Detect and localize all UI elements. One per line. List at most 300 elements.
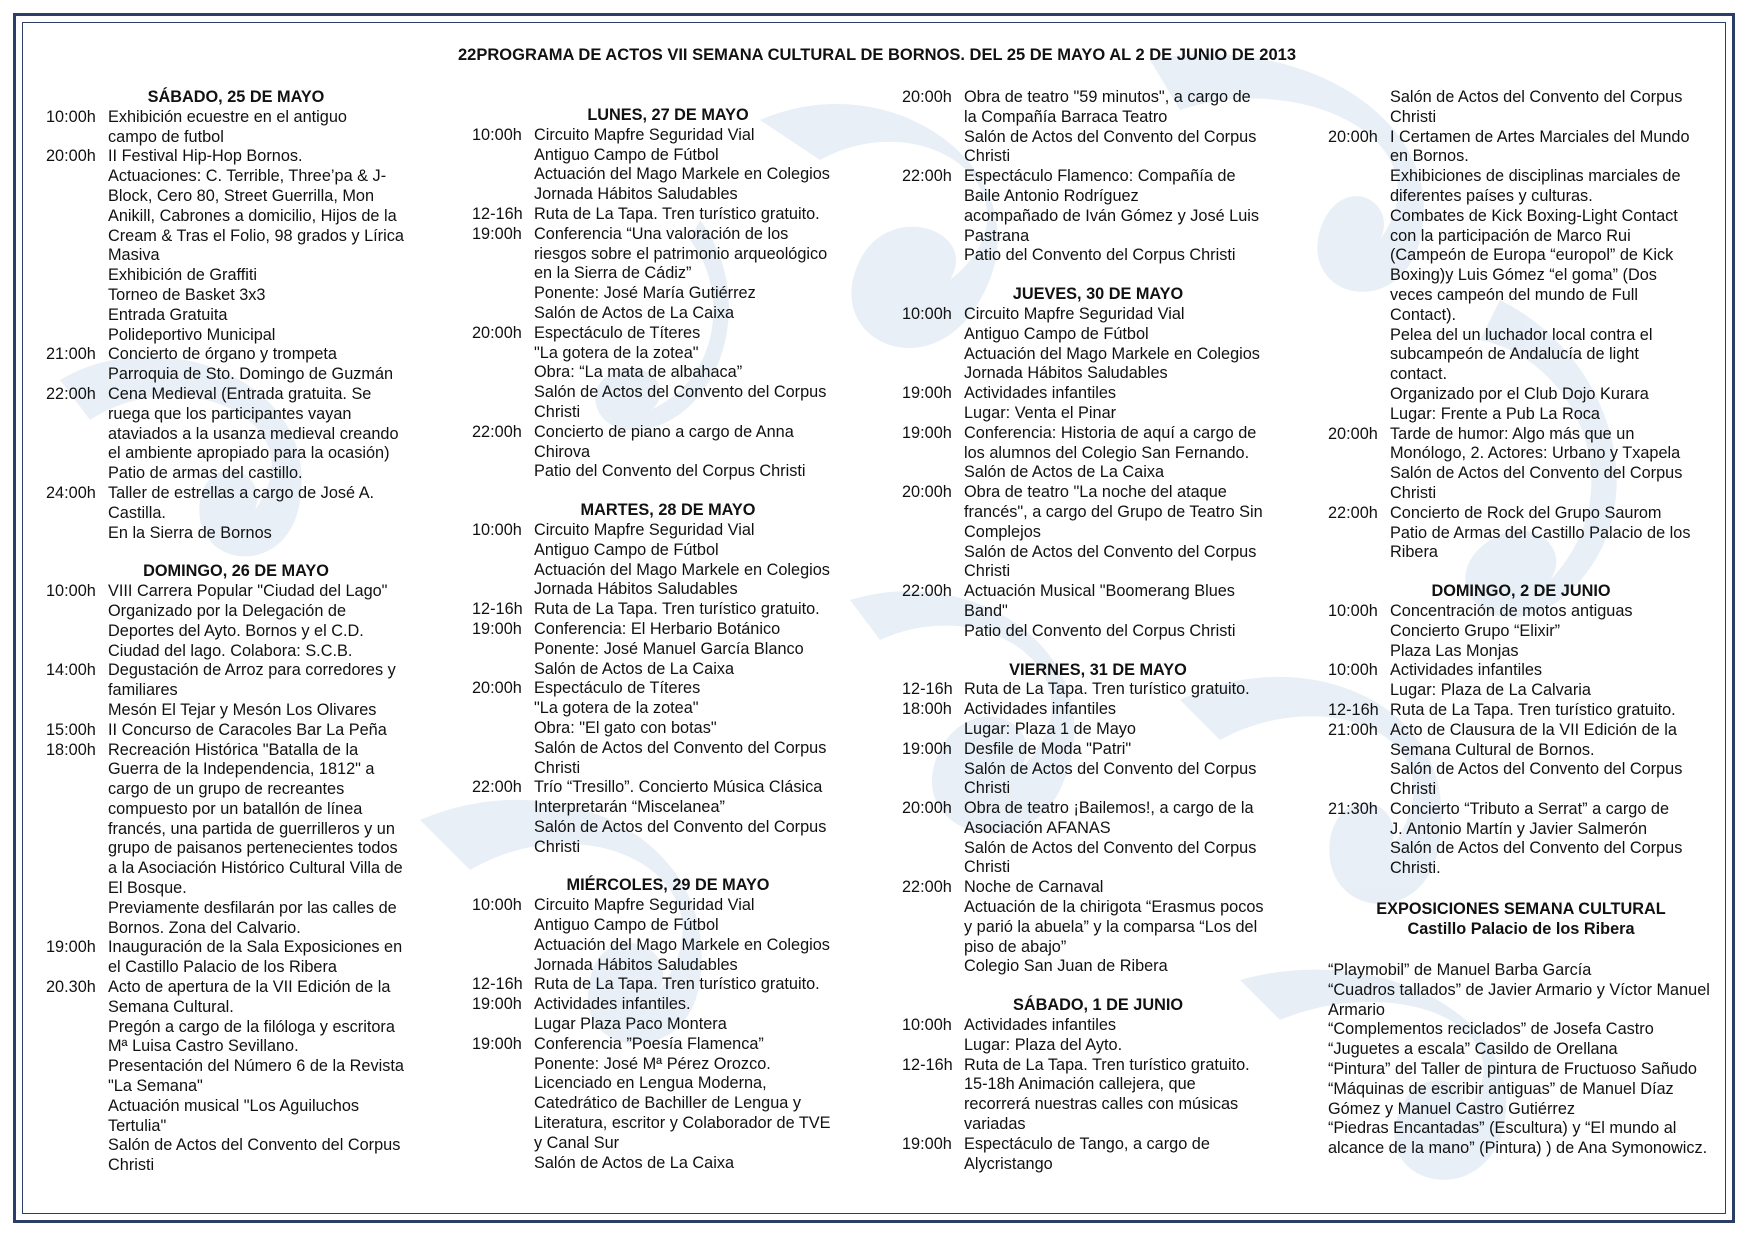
event-row — [902, 1056, 1294, 1135]
event-line: campo de futbol — [108, 127, 224, 146]
event-row — [472, 521, 864, 600]
event-description — [534, 1035, 864, 1174]
day-heading: LUNES, 27 DE MAYO — [587, 106, 749, 124]
event-time: 12-16h — [472, 975, 523, 994]
event-description — [534, 679, 864, 778]
event-description — [1390, 721, 1714, 800]
event-line: Christi — [964, 779, 1011, 798]
event-time: 18:00h — [902, 700, 952, 719]
event-line: Guerra de la Independencia, 1812" a — [108, 760, 375, 779]
event-line: Concierto Grupo “Elixir” — [1390, 621, 1561, 640]
event-time: 21:30h — [1328, 799, 1378, 818]
event-line: Lugar: Venta el Pinar — [964, 403, 1117, 422]
event-line: Christi — [964, 858, 1011, 877]
event-line: Patio del Convento del Corpus Christi — [964, 246, 1236, 265]
event-description — [1390, 701, 1714, 721]
event-line: Obra: “La mata de albahaca” — [534, 363, 743, 382]
event-line: Patio del Convento del Corpus Christi — [964, 621, 1236, 640]
event-line: familiares — [108, 681, 178, 700]
event-time: 10:00h — [472, 125, 522, 144]
event-line: Espectáculo de Títeres — [534, 323, 701, 342]
event-row — [902, 483, 1294, 582]
event-line: Band" — [964, 601, 1008, 620]
event-line: Salón de Actos del Convento del Corpus — [964, 838, 1257, 857]
exhibitions-list — [1328, 961, 1714, 1159]
event-line: Christi — [1390, 107, 1437, 126]
event-line: Actuación Musical "Boomerang Blues — [964, 582, 1235, 601]
event-description — [108, 741, 426, 939]
event-time: 10:00h — [46, 107, 96, 126]
event-row — [902, 424, 1294, 483]
event-line: veces campeón del mundo de Full — [1390, 285, 1638, 304]
event-line: Christi — [964, 562, 1011, 581]
event-description — [964, 799, 1294, 878]
event-line: Concierto de piano a cargo de Anna — [534, 422, 794, 441]
event-row — [902, 878, 1294, 977]
event-line: Semana Cultural de Bornos. — [1390, 740, 1595, 759]
event-line: Salón de Actos del Convento del Corpus — [1390, 839, 1683, 858]
event-description — [108, 582, 426, 661]
exhibition-item: “Pintura” del Taller de pintura de Fructuoso Sañudo — [1328, 1060, 1697, 1079]
event-line: Lugar Plaza Paco Montera — [534, 1015, 727, 1034]
event-time: 19:00h — [46, 938, 96, 957]
event-line: la Compañía Barraca Teatro — [964, 107, 1168, 126]
day-section — [472, 876, 864, 1173]
event-line: subcampeón de Andalucía de light — [1390, 345, 1639, 364]
event-line: Patio de Armas del Castillo Palacio de los — [1390, 523, 1691, 542]
event-line: Block, Cero 80, Street Guerrilla, Mon — [108, 186, 375, 205]
event-description — [964, 424, 1294, 483]
event-line: Obra de teatro "La noche del ataque — [964, 483, 1227, 502]
event-line: VIII Carrera Popular "Ciudad del Lago" — [108, 582, 388, 601]
event-line: Baile Antonio Rodríguez — [964, 186, 1139, 205]
event-description — [964, 167, 1294, 266]
event-description — [1390, 425, 1714, 504]
event-line: acompañado de Iván Gómez y José Luis — [964, 206, 1260, 225]
event-line: Circuito Mapfre Seguridad Vial — [534, 520, 755, 539]
event-line: Entrada Gratuita — [108, 305, 228, 324]
event-time: 20:00h — [902, 799, 952, 818]
event-description — [534, 995, 864, 1035]
event-line: Obra de teatro "59 minutos", a cargo de — [964, 88, 1251, 106]
event-description — [534, 896, 864, 975]
event-line: Christi. — [1390, 859, 1441, 878]
event-row — [472, 423, 864, 482]
event-line: Salón de Actos del Convento del Corpus — [1390, 88, 1683, 106]
event-line: J. Antonio Martín y Javier Salmerón — [1390, 819, 1647, 838]
event-line: Taller de estrellas a cargo de José A. — [108, 483, 375, 502]
event-description — [964, 384, 1294, 424]
day-heading: SÁBADO, 25 DE MAYO — [147, 88, 325, 106]
day-heading: MIÉRCOLES, 29 DE MAYO — [566, 876, 770, 895]
event-line: Parroquia de Sto. Domingo de Guzmán — [108, 365, 394, 384]
event-line: diferentes países y culturas. — [1390, 186, 1593, 205]
event-line: Organizado por la Delegación de — [108, 601, 347, 620]
event-line: Lugar: Plaza del Ayto. — [964, 1035, 1123, 1054]
event-line: Licenciado en Lengua Moderna, — [534, 1074, 767, 1093]
event-line: Combates de Kick Boxing-Light Contact — [1390, 206, 1678, 225]
event-line: Christi — [534, 402, 581, 421]
event-description — [964, 878, 1294, 977]
event-description — [1390, 128, 1714, 425]
event-row — [472, 975, 864, 995]
event-line: Bornos. Zona del Calvario. — [108, 918, 301, 937]
event-time: 19:00h — [902, 739, 952, 758]
event-line: Obra: "El gato con botas" — [534, 718, 717, 737]
event-line: Jornada Hábitos Saludables — [534, 955, 738, 974]
event-line: Exhibición de Graffiti — [108, 266, 258, 285]
event-line: Ruta de La Tapa. Tren turístico gratuito. — [964, 680, 1250, 699]
event-line: Ponente: José Mª Pérez Orozco. — [534, 1054, 771, 1073]
event-time: 22:00h — [472, 422, 522, 441]
event-description — [964, 680, 1294, 700]
event-line: Torneo de Basket 3x3 — [108, 285, 266, 304]
event-line: Salón de Actos del Convento del Corpus — [1390, 760, 1683, 779]
column-2 — [472, 106, 864, 1173]
event-row — [46, 741, 426, 939]
event-time: 18:00h — [46, 740, 96, 759]
day-section — [472, 106, 864, 482]
day-section — [46, 562, 426, 1176]
event-line: I Certamen de Artes Marciales del Mundo — [1390, 127, 1690, 146]
event-description — [1390, 504, 1714, 563]
event-time: 19:00h — [472, 995, 522, 1014]
event-description — [534, 324, 864, 423]
event-line: Conferencia: El Herbario Botánico — [534, 619, 781, 638]
event-line: Ruta de La Tapa. Tren turístico gratuito. — [534, 975, 820, 994]
event-line: los alumnos del Colegio San Fernando. — [964, 443, 1250, 462]
event-row — [472, 205, 864, 225]
event-line: con la participación de Marco Rui — [1390, 226, 1631, 245]
exhibitions-block — [1328, 899, 1714, 939]
event-row — [472, 225, 864, 324]
event-line: francés, una partida de guerrilleros y un — [108, 819, 395, 838]
event-line: Salón de Actos de La Caixa — [964, 463, 1165, 482]
exhibitions-subheading: Castillo Palacio de los Ribera — [1407, 920, 1635, 939]
event-description — [534, 225, 864, 324]
event-line: Plaza Las Monjas — [1390, 641, 1519, 660]
event-line: Christi — [964, 147, 1011, 166]
event-time: 21:00h — [1328, 720, 1378, 739]
event-line: Concierto “Tributo a Serrat” a cargo de — [1390, 799, 1670, 818]
event-line: Obra de teatro ¡Bailemos!, a cargo de la — [964, 799, 1254, 818]
event-line: Chirova — [534, 442, 591, 461]
event-row — [46, 978, 426, 1176]
event-row — [46, 147, 426, 345]
event-row — [472, 778, 864, 857]
event-row — [46, 484, 426, 543]
event-line: Ruta de La Tapa. Tren turístico gratuito. — [534, 204, 820, 223]
event-line: Salón de Actos de La Caixa — [534, 303, 735, 322]
event-time: 22:00h — [1328, 503, 1378, 522]
event-line: Espectáculo de Tango, a cargo de — [964, 1134, 1210, 1153]
event-line: Actividades infantiles — [1390, 661, 1543, 680]
event-line: Salón de Actos de La Caixa — [534, 659, 735, 678]
event-row — [472, 1035, 864, 1174]
event-line: Cream & Tras el Folio, 98 grados y Lírica — [108, 226, 404, 245]
event-description — [964, 740, 1294, 799]
event-line: Contact). — [1390, 305, 1457, 324]
event-line: Salón de Actos del Convento del Corpus — [534, 383, 827, 402]
event-line: Monólogo, 2. Actores: Urbano y Txapela — [1390, 444, 1681, 463]
event-line: Tarde de humor: Algo más que un — [1390, 424, 1635, 443]
event-line: Exhibición ecuestre en el antiguo — [108, 107, 347, 126]
event-line: Actuación del Mago Markele en Colegios — [534, 165, 830, 184]
event-time: 10:00h — [472, 896, 522, 915]
event-line: recorrerá nuestras calles con músicas — [964, 1095, 1239, 1114]
event-row — [1328, 425, 1714, 504]
event-time: 20:00h — [46, 147, 96, 166]
event-line: Lugar: Plaza de La Calvaria — [1390, 681, 1591, 700]
event-line: Circuito Mapfre Seguridad Vial — [964, 304, 1185, 323]
event-line: Antiguo Campo de Fútbol — [534, 916, 719, 935]
event-line: Actuación del Mago Markele en Colegios — [964, 344, 1260, 363]
day-section — [902, 88, 1294, 266]
event-line: Concentración de motos antiguas — [1390, 601, 1633, 620]
event-time: 12-16h — [1328, 700, 1379, 719]
event-description — [964, 483, 1294, 582]
event-line: Catedrático de Bachiller de Lengua y — [534, 1094, 802, 1113]
event-description — [108, 484, 426, 543]
event-time: 10:00h — [902, 304, 952, 323]
exhibition-item: “Máquinas de escribir antiguas” de Manuel Díaz Gómez y Manuel Castro Gutiérrez — [1328, 1079, 1674, 1118]
event-line: Acto de Clausura de la VII Edición de la — [1390, 720, 1677, 739]
event-time: 12-16h — [902, 680, 953, 699]
event-description — [534, 126, 864, 205]
event-line: Lugar: Frente a Pub La Roca — [1390, 404, 1600, 423]
day-section — [902, 661, 1294, 978]
event-line: contact. — [1390, 365, 1448, 384]
event-time: 19:00h — [472, 619, 522, 638]
event-row — [472, 679, 864, 778]
event-time: 20:00h — [472, 679, 522, 698]
event-time: 12-16h — [472, 204, 523, 223]
event-line: francés", a cargo del Grupo de Teatro Sin — [964, 502, 1263, 521]
event-row — [902, 582, 1294, 641]
event-line: Christi — [1390, 483, 1437, 502]
event-line: Christi — [108, 1156, 155, 1175]
event-line: "La Semana" — [108, 1077, 203, 1096]
event-line: Ruta de La Tapa. Tren turístico gratuito. — [534, 600, 820, 619]
event-row — [472, 126, 864, 205]
event-line: a la Asociación Histórico Cultural Villa de — [108, 859, 403, 878]
event-time: 20:00h — [1328, 424, 1378, 443]
event-description — [108, 108, 426, 148]
event-description — [108, 978, 426, 1176]
event-line: Antiguo Campo de Fútbol — [534, 145, 719, 164]
exhibition-item: “Juguetes a escala” Casildo de Orellana — [1328, 1040, 1618, 1059]
event-row — [1328, 661, 1714, 701]
event-time: 20.30h — [46, 978, 96, 997]
event-row — [46, 108, 426, 148]
event-line: Mesón El Tejar y Mesón Los Olivares — [108, 700, 377, 719]
event-description — [964, 88, 1294, 167]
event-time: 19:00h — [902, 384, 952, 403]
event-description — [108, 385, 426, 484]
event-time: 10:00h — [472, 520, 522, 539]
event-line: Salón de Actos del Convento del Corpus — [534, 738, 827, 757]
day-section — [902, 285, 1294, 641]
event-line: en Bornos. — [1390, 147, 1469, 166]
event-line: ruega que los participantes vayan — [108, 404, 352, 423]
event-description — [534, 778, 864, 857]
event-time: 22:00h — [902, 582, 952, 601]
day-section — [472, 501, 864, 857]
day-heading: MARTES, 28 DE MAYO — [580, 501, 756, 520]
event-line: Alycristango — [964, 1154, 1053, 1173]
event-line: Christi — [534, 758, 581, 777]
event-time: 20:00h — [1328, 127, 1378, 146]
exhibition-item: “Piedras Encantadas” (Escultura) y “El mundo al alcance de la mano” (Pintura) ) de Ana Symonowicz. — [1328, 1119, 1708, 1158]
event-description — [108, 345, 426, 385]
event-line: Patio de armas del castillo. — [108, 464, 303, 483]
event-line: 15-18h Animación callejera, que — [964, 1075, 1196, 1094]
event-time: 22:00h — [46, 384, 96, 403]
event-line: piso de abajo” — [964, 937, 1067, 956]
event-line: Circuito Mapfre Seguridad Vial — [534, 125, 755, 144]
day-heading: VIERNES, 31 DE MAYO — [1009, 660, 1187, 679]
event-time: 10:00h — [902, 1016, 952, 1035]
event-line: Degustación de Arroz para corredores y — [108, 661, 396, 680]
event-time: 20:00h — [472, 323, 522, 342]
event-line: Noche de Carnaval — [964, 878, 1104, 897]
event-line: Pelea del un luchador local contra el — [1390, 325, 1653, 344]
event-description — [534, 521, 864, 600]
event-line: Ruta de La Tapa. Tren turístico gratuito. — [964, 1055, 1250, 1074]
event-line: Organizado por el Club Dojo Kurara — [1390, 384, 1649, 403]
day-heading: DOMINGO, 26 DE MAYO — [143, 562, 329, 581]
event-line: "La gotera de la zotea" — [534, 343, 699, 362]
event-line: Pregón a cargo de la filóloga y escritora — [108, 1017, 395, 1036]
event-line: En la Sierra de Bornos — [108, 523, 272, 542]
event-line: Desfile de Moda "Patri" — [964, 739, 1132, 758]
event-line: Salón de Actos del Convento del Corpus — [964, 127, 1257, 146]
event-line: Inauguración de la Sala Exposiciones en — [108, 938, 403, 957]
event-line: Espectáculo de Títeres — [534, 679, 701, 698]
event-line: Conferencia ”Poesía Flamenca” — [534, 1034, 764, 1053]
event-time: 12-16h — [902, 1055, 953, 1074]
day-section — [1328, 582, 1714, 879]
event-line: riesgos sobre el patrimonio arqueológico — [534, 244, 828, 263]
event-row — [902, 1135, 1294, 1175]
event-line: Cena Medieval (Entrada gratuita. Se — [108, 384, 372, 403]
event-line: Espectáculo Flamenco: Compañía de — [964, 167, 1236, 186]
event-line: Ponente: José Manuel García Blanco — [534, 639, 804, 658]
event-line: Deportes del Ayto. Bornos y el C.D. — [108, 621, 364, 640]
day-heading: DOMINGO, 2 DE JUNIO — [1431, 582, 1611, 601]
event-line: Presentación del Número 6 de la Revista — [108, 1057, 404, 1076]
event-line: Actividades infantiles — [964, 384, 1117, 403]
event-line: Salón de Actos del Convento del Corpus — [108, 1136, 401, 1155]
event-line: Recreación Histórica "Batalla de la — [108, 740, 359, 759]
event-line: Interpretarán “Miscelanea” — [534, 798, 725, 817]
event-line: compuesto por un batallón de línea — [108, 799, 363, 818]
event-line: ataviados a la usanza medieval creando — [108, 424, 399, 443]
event-line: Concierto de órgano y trompeta — [108, 345, 337, 364]
event-line: Circuito Mapfre Seguridad Vial — [534, 896, 755, 915]
event-description — [964, 1016, 1294, 1056]
event-row — [1328, 128, 1714, 425]
event-line: Actividades infantiles — [964, 1016, 1117, 1035]
event-description — [108, 721, 426, 741]
event-line: en la Sierra de Cádiz” — [534, 264, 692, 283]
event-time: 19:00h — [472, 224, 522, 243]
event-line: Trío “Tresillo”. Concierto Música Clásica — [534, 778, 823, 797]
column-3 — [902, 88, 1294, 1174]
event-line: Jornada Hábitos Saludables — [964, 364, 1168, 383]
event-time: 22:00h — [902, 167, 952, 186]
event-line: Salón de Actos de La Caixa — [534, 1153, 735, 1172]
event-row — [472, 995, 864, 1035]
exhibitions-heading: EXPOSICIONES SEMANA CULTURAL — [1376, 900, 1666, 919]
event-time: 19:00h — [902, 1134, 952, 1153]
exhibition-item: “Cuadros tallados” de Javier Armario y Víctor Manuel Armario — [1328, 980, 1710, 1019]
column-4 — [1328, 88, 1714, 1159]
event-row — [1328, 602, 1714, 661]
event-row — [1328, 721, 1714, 800]
event-line: Actuaciones: C. Terrible, Three’pa & J- — [108, 167, 387, 186]
day-section — [46, 88, 426, 543]
event-line: grupo de paisanos pertenecientes todos — [108, 839, 398, 858]
event-row — [46, 938, 426, 978]
event-line: y Canal Sur — [534, 1133, 620, 1152]
event-line: variadas — [964, 1115, 1026, 1134]
event-row — [46, 582, 426, 661]
event-line: Actuación musical "Los Aguiluchos — [108, 1096, 360, 1115]
event-line: el Castillo Palacio de los Ribera — [108, 958, 337, 977]
event-description — [964, 582, 1294, 641]
event-line: Actuación del Mago Markele en Colegios — [534, 935, 830, 954]
event-line: Ruta de La Tapa. Tren turístico gratuito. — [1390, 700, 1676, 719]
event-time: 10:00h — [46, 582, 96, 601]
event-time: 15:00h — [46, 720, 96, 739]
event-row — [472, 600, 864, 620]
event-description — [108, 147, 426, 345]
event-line: Castilla. — [108, 503, 166, 522]
event-time: 20:00h — [902, 483, 952, 502]
event-line: Actuación de la chirigota “Erasmus pocos — [964, 898, 1264, 917]
event-line: Conferencia “Una valoración de los — [534, 224, 789, 243]
event-line: Salón de Actos del Convento del Corpus — [534, 817, 827, 836]
event-time: 22:00h — [472, 778, 522, 797]
event-line: Anikill, Cabrones a domicilio, Hijos de la — [108, 206, 397, 225]
event-line: Patio del Convento del Corpus Christi — [534, 462, 806, 481]
event-line: Literatura, escritor y Colaborador de TVE — [534, 1114, 831, 1133]
event-row — [902, 700, 1294, 740]
event-line: Christi — [1390, 780, 1437, 799]
event-line: Polideportivo Municipal — [108, 325, 276, 344]
event-description — [534, 620, 864, 679]
event-line: Jornada Hábitos Saludables — [534, 185, 738, 204]
event-time: 20:00h — [902, 88, 952, 106]
event-line: Tertulia" — [108, 1116, 167, 1135]
event-line: el ambiente apropiado para la ocasión) — [108, 444, 390, 463]
event-row — [1328, 701, 1714, 721]
event-row — [472, 324, 864, 423]
event-description — [108, 938, 426, 978]
event-time: 10:00h — [1328, 661, 1378, 680]
event-row — [902, 305, 1294, 384]
event-time: 22:00h — [902, 878, 952, 897]
day-section — [1328, 88, 1714, 563]
event-time: 19:00h — [472, 1034, 522, 1053]
event-line: Colegio San Juan de Ribera — [964, 957, 1168, 976]
event-row — [902, 1016, 1294, 1056]
event-line: (Campeón de Europa “europol” de Kick — [1390, 246, 1674, 265]
event-row — [902, 680, 1294, 700]
event-line: Salón de Actos del Convento del Corpus — [964, 759, 1257, 778]
event-description — [1390, 661, 1714, 701]
